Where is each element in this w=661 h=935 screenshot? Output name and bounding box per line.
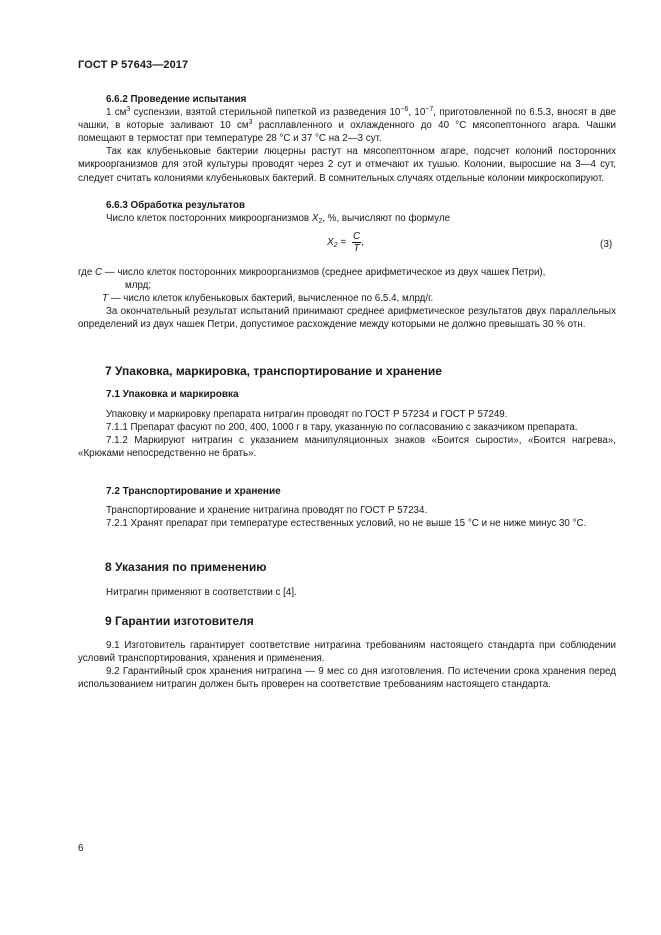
paragraph: 7.2.1 Хранят препарат при температуре естественных условий, но не выше 15 °С и не ниже минус 30 °С.	[106, 518, 587, 530]
paragraph: Число клеток посторонних микроорганизмов $X_2$, %, вычисляют по формуле	[106, 213, 451, 226]
paragraph: Нитрагин применяют в соответствии с [4].	[106, 587, 297, 598]
paragraph: За окончательный результат испытаний принимают среднее арифметическое результатов двух параллельных определений из двух чашек Петри, допустимое расхождение между которыми не должно превышать 30 % отн.	[78, 306, 616, 331]
section-7-2	[78, 504, 616, 530]
paragraph: 9.1 Изготовитель гарантирует соответствие нитрагина требованиям настоящего стандарта при соблюдении условий транспортирования, хранения и применения.	[78, 640, 616, 665]
legend-unit: млрд;	[125, 280, 152, 292]
section-heading: 9 Гарантии изготовителя	[105, 614, 254, 628]
subsection-heading: 6.6.2 Проведение испытания	[106, 94, 247, 105]
paragraph: 9.2 Гарантийный срок хранения нитрагина — 9 мес со дня изготовления. По истечении срока хранения перед использованием нитрагин должен быть проверен на соответствие требованиям настоящего стандарта.	[78, 666, 616, 691]
legend-item: где C — число клеток посторонних микроорганизмов (среднее арифметическое из двух чашек Петри),	[78, 267, 546, 278]
subsection-heading: 7.1 Упаковка и маркировка	[106, 389, 239, 400]
page-number: 6	[78, 843, 84, 854]
equation-number: (3)	[600, 239, 613, 250]
section-6-6-3	[78, 199, 616, 225]
formula-3: $X_2$ = $\frac{C}{T}$ ,	[327, 231, 364, 254]
paragraph: Упаковку и маркировку препарата нитрагин проводят по ГОСТ Р 57234 и ГОСТ Р 57249.	[106, 409, 508, 420]
subsection-heading: 6.6.3 Обработка результатов	[106, 200, 245, 211]
paragraph: 7.1.1 Препарат фасуют по 200, 400, 1000 г в тару, указанную по согласованию с заказчиком препарата.	[106, 422, 578, 434]
fraction: $\frac{C}{T}$	[352, 231, 361, 254]
subsection-heading: 7.2 Транспортирование и хранение	[106, 486, 281, 497]
paragraph: 7.1.2 Маркируют нитрагин с указанием манипуляционных знаков «Боится сырости», «Боится нагрева», «Крюками непосредственно не брать».	[78, 435, 616, 460]
legend-item: T — число клеток клубеньковых бактерий, вычисленное по 6.5.4, млрд/г.	[102, 293, 434, 305]
paragraph: 1 $см^3$ суспензии, взятой стерильной пипеткой из разведения $10^{-6}$, $10^{-7}$, приготовленной по 6.5.3, вносят в две чашки, в которые заливают 10 $см^3$ расплавленного и охлажденного до 40 °С мясопептонного агара. Чашки помещают в термостат при температуре 28 °С и 37 °С на 2—3 сут.	[78, 106, 616, 145]
section-8	[78, 586, 616, 599]
section-6-6-2	[78, 93, 616, 185]
document-header: ГОСТ Р 57643—2017	[78, 59, 189, 71]
section-heading: 7 Упаковка, маркировка, транспортирование и хранение	[105, 364, 442, 378]
section-9	[78, 639, 616, 691]
paragraph: Так как клубеньковые бактерии люцерны растут на мясопептонном агаре, подсчет колоний посторонних микроорганизмов для этой культуры проводят через 2 сут и отмечают их тушью. Колонии, выросшие на 3—4 сут, следует считать колониями клубеньковых бактерий. В сомнительных случаях отдельные колонии микроскопируют.	[78, 146, 616, 184]
formula-legend	[78, 266, 616, 331]
section-heading: 8 Указания по применению	[105, 560, 267, 574]
section-7-1	[78, 408, 616, 460]
paragraph: Транспортирование и хранение нитрагина проводят по ГОСТ Р 57234.	[106, 505, 428, 516]
